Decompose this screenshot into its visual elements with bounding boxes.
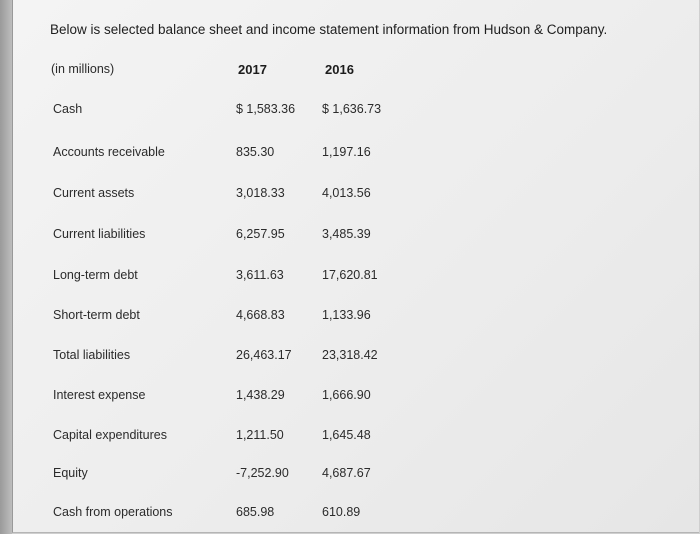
column-header-2016: 2016 <box>325 62 354 77</box>
value-2017: 3,611.63 <box>236 268 284 282</box>
row-label: Total liabilities <box>53 348 131 362</box>
row-label: Current assets <box>53 186 135 200</box>
table-row-capital-expenditures <box>25 420 693 450</box>
value-2016: 4,687.67 <box>322 466 371 480</box>
row-label: Long-term debt <box>53 268 138 282</box>
table-row-total-liabilities <box>25 340 693 370</box>
table-row-accounts-receivable <box>25 137 693 167</box>
value-2016: 23,318.42 <box>322 348 378 362</box>
value-2016: 17,620.81 <box>322 268 378 282</box>
row-label: Accounts receivable <box>53 145 165 159</box>
unit-label: (in millions) <box>51 62 115 76</box>
value-2017: 6,257.95 <box>236 227 285 241</box>
value-2017: -7,252.90 <box>236 466 289 480</box>
row-label: Interest expense <box>53 388 146 402</box>
value-2016: 1,666.90 <box>322 388 371 402</box>
row-label: Cash from operations <box>53 505 173 519</box>
row-label: Short-term debt <box>53 308 140 322</box>
value-2017: 835.30 <box>236 145 275 159</box>
value-2017: 1,438.29 <box>236 388 285 402</box>
value-2017: 1,211.50 <box>236 428 284 442</box>
table-row-equity <box>25 458 693 488</box>
table-row-current-liabilities <box>25 219 693 249</box>
row-label: Capital expenditures <box>53 428 167 442</box>
value-2017: 3,018.33 <box>236 186 285 200</box>
table-row-short-term-debt <box>25 300 693 330</box>
value-2017: $ 1,583.36 <box>236 102 296 116</box>
table-row-cash <box>25 94 693 124</box>
row-label: Current liabilities <box>53 227 146 241</box>
value-2016: 610.89 <box>322 505 361 519</box>
value-2016: 1,197.16 <box>322 145 371 159</box>
value-2017: 26,463.17 <box>236 348 292 362</box>
table-row-current-assets <box>25 178 693 208</box>
value-2016: $ 1,636.73 <box>322 102 382 116</box>
table-row-cash-from-operations <box>25 497 693 527</box>
intro-text: Below is selected balance sheet and income statement information from Hudson & Company. <box>50 22 608 37</box>
value-2016: 3,485.39 <box>322 227 371 241</box>
column-header-2017: 2017 <box>238 62 267 77</box>
value-2017: 685.98 <box>236 505 275 519</box>
value-2017: 4,668.83 <box>236 308 285 322</box>
table-row-long-term-debt <box>25 260 693 290</box>
document-sheet <box>12 0 699 533</box>
value-2016: 1,645.48 <box>322 428 371 442</box>
row-label: Equity <box>53 466 88 480</box>
value-2016: 1,133.96 <box>322 308 371 322</box>
background-edge <box>0 0 12 534</box>
value-2016: 4,013.56 <box>322 186 371 200</box>
row-label: Cash <box>53 102 83 116</box>
table-row-interest-expense <box>25 380 693 410</box>
